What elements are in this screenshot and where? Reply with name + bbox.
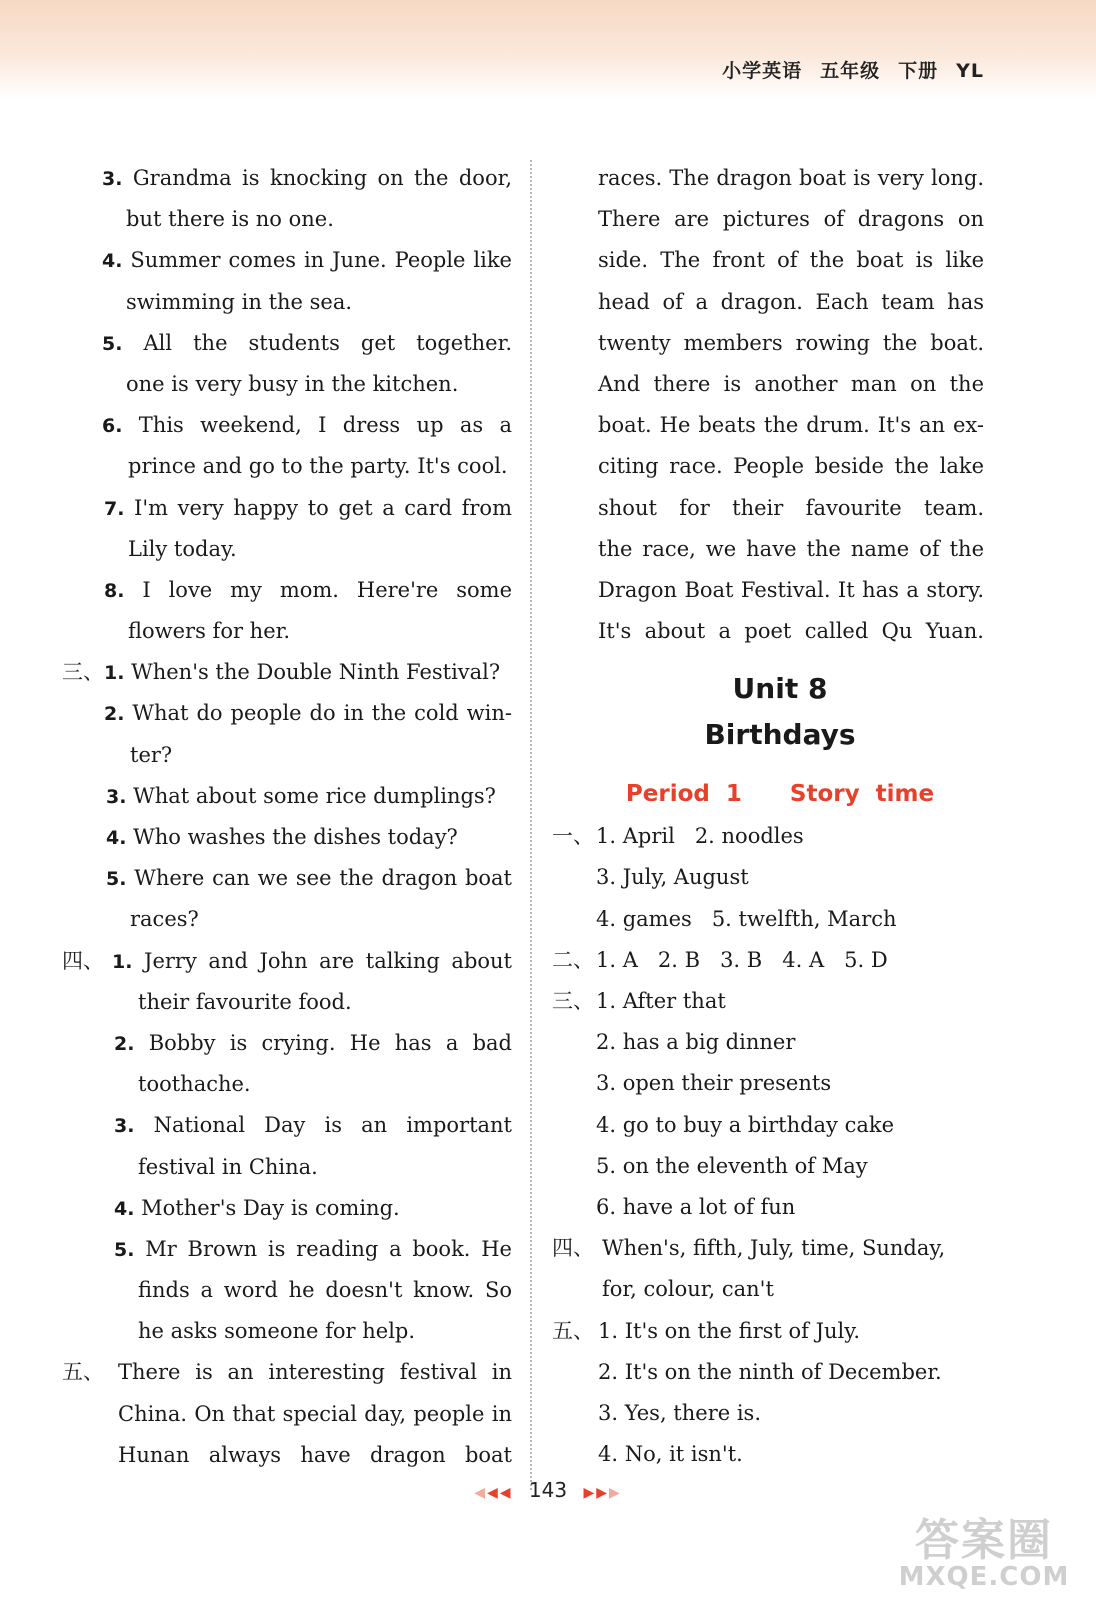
answer-line — [560, 1187, 1000, 1228]
passage-text: Dragon Boat Festival. It has a story. — [598, 577, 984, 602]
passage-text: There are pictures of dragons on — [598, 207, 984, 232]
answer-text: I'm very happy to get a card from — [134, 495, 512, 520]
page-footer — [0, 1478, 1096, 1502]
answer-text: Jerry and John are talking about — [144, 948, 512, 973]
answer-line — [62, 858, 512, 899]
answer-text: I love my mom. Here're some — [142, 577, 512, 602]
answer-line — [62, 1229, 512, 1270]
item-number: 3. — [114, 1115, 135, 1138]
period-heading — [560, 772, 1000, 816]
passage-line — [560, 364, 984, 405]
answer-line — [62, 735, 532, 776]
edition-label: YL — [956, 60, 984, 82]
answer-text: their favourite food. — [138, 989, 352, 1014]
answer-line — [560, 1146, 1000, 1187]
answer-line — [62, 364, 532, 405]
answer-text: 6. have a lot of fun — [596, 1194, 796, 1219]
section-mark: 一、 — [552, 824, 594, 849]
answer-text: 4. No, it isn't. — [598, 1442, 743, 1467]
passage-text: boat. He beats the drum. It's an ex- — [598, 413, 984, 438]
item-number: 1. — [104, 662, 125, 685]
answer-line — [62, 405, 512, 446]
page-number: 143 — [528, 1478, 568, 1502]
passage-line — [560, 529, 984, 570]
answer-line — [62, 240, 512, 281]
prev-arrow-icon: ◀◀ — [487, 1485, 513, 1501]
answer-line — [62, 158, 512, 199]
answer-text: There is an interesting festival in — [118, 1360, 512, 1385]
answer-text: prince and go to the party. It's cool. — [128, 454, 508, 479]
answer-line — [560, 1352, 1000, 1393]
answer-line — [62, 941, 512, 982]
answer-line — [552, 940, 1000, 981]
answer-line — [62, 982, 532, 1023]
header-band — [0, 0, 1096, 100]
answer-line — [552, 1228, 1000, 1269]
answer-line — [62, 1270, 512, 1311]
answer-line — [62, 1188, 532, 1229]
answer-text: China. On that special day, people in — [118, 1401, 512, 1426]
answer-line — [62, 323, 512, 364]
answer-list — [552, 816, 1000, 1475]
item-number: 3. — [106, 785, 127, 808]
answer-text: he asks someone for help. — [138, 1319, 416, 1344]
answer-line — [62, 282, 532, 323]
answer-line — [62, 1435, 512, 1476]
passage-text: head of a dragon. Each team has — [598, 289, 984, 314]
answer-line — [62, 652, 532, 693]
item-number: 4. — [102, 250, 123, 273]
answer-line — [62, 1105, 512, 1146]
answer-text: What do people do in the cold win- — [132, 701, 512, 726]
answer-line — [552, 981, 1000, 1022]
left-column — [62, 158, 512, 1476]
item-number: 8. — [104, 579, 125, 602]
section-mark: 二、 — [552, 947, 594, 972]
answer-text: 1. April 2. noodles — [596, 824, 804, 849]
item-number: 5. — [114, 1238, 135, 1261]
passage-line — [560, 323, 984, 364]
answer-text: flowers for her. — [128, 619, 291, 644]
answer-text: one is very busy in the kitchen. — [126, 371, 459, 396]
answer-line — [62, 446, 532, 487]
answer-line — [62, 1147, 532, 1188]
answer-text: When's, fifth, July, time, Sunday, — [602, 1236, 946, 1261]
passage-text: shout for their favourite team. — [598, 495, 984, 520]
answer-text: 5. on the eleventh of May — [596, 1153, 868, 1178]
answer-text: When's the Double Ninth Festival? — [131, 660, 501, 685]
unit-name: Birthdays — [704, 718, 856, 752]
answer-text: Grandma is knocking on the door, — [132, 166, 512, 190]
answer-text: What about some rice dumplings? — [133, 783, 496, 808]
passage-text: races. The dragon boat is very long. — [598, 166, 984, 190]
answer-text: 1. After that — [596, 989, 726, 1013]
item-number: 4. — [106, 827, 127, 849]
passage-line — [560, 240, 984, 281]
answer-line — [62, 488, 512, 529]
answer-line — [62, 199, 532, 240]
answer-text: Hunan always have dragon boat — [118, 1442, 512, 1467]
passage-text: twenty members rowing the boat. — [598, 330, 984, 355]
answer-line — [62, 1394, 512, 1435]
answer-text: 2. It's on the ninth of December. — [598, 1359, 942, 1384]
passage-line — [560, 282, 984, 323]
answer-text: All the students get together. — [143, 330, 512, 355]
answer-line — [62, 529, 532, 570]
item-number: 2. — [104, 703, 125, 726]
next-arrow-icon: ▶▶ — [583, 1485, 609, 1501]
watermark-bottom: MXQE.COM — [898, 1562, 1070, 1592]
section-mark: 五、 — [62, 1360, 104, 1385]
section-mark: 四、 — [62, 948, 104, 973]
passage-text: side. The front of the boat is like — [598, 248, 984, 273]
answer-text: swimming in the sea. — [126, 289, 353, 314]
passage-line — [560, 570, 984, 611]
answer-text: 1. A 2. B 3. B 4. A 5. D — [596, 947, 888, 972]
item-number: 4. — [114, 1197, 135, 1220]
passage-text: It's about a poet called Qu Yuan. — [598, 619, 984, 644]
answer-text: Who washes the dishes today? — [133, 825, 458, 849]
section-label: Story time — [789, 781, 935, 808]
next-arrow-light-icon: ▶ — [609, 1485, 622, 1501]
right-column — [552, 158, 1000, 1475]
answer-line — [560, 1269, 1000, 1310]
passage-line — [560, 405, 984, 446]
answer-text: ter? — [130, 742, 173, 767]
item-number: 7. — [104, 497, 125, 520]
answer-line — [62, 1064, 532, 1105]
item-number: 5. — [106, 868, 127, 891]
answer-line — [560, 1434, 1000, 1475]
section-mark: 三、 — [552, 989, 594, 1013]
answer-text: Bobby is crying. He has a bad — [148, 1030, 512, 1055]
watermark-logo — [894, 1504, 1074, 1594]
answer-line — [552, 816, 1000, 857]
answer-text: finds a word he doesn't know. So — [138, 1278, 512, 1303]
period-label: Period 1 — [625, 781, 742, 808]
answer-text: festival in China. — [138, 1154, 318, 1179]
answer-line — [560, 857, 1000, 898]
watermark-top: 答案圈 — [915, 1515, 1053, 1566]
answer-text: 1. It's on the first of July. — [598, 1318, 861, 1343]
item-number: 2. — [114, 1032, 135, 1055]
prev-arrow-light-icon: ◀ — [474, 1485, 487, 1501]
section-mark: 四、 — [552, 1236, 594, 1261]
item-number: 3. — [102, 168, 123, 190]
answer-text: National Day is an important — [153, 1113, 512, 1138]
answer-text: 3. Yes, there is. — [598, 1400, 762, 1425]
item-number: 5. — [102, 332, 123, 355]
passage-line — [560, 199, 984, 240]
answer-line — [62, 1023, 512, 1064]
book-info — [704, 56, 984, 83]
subject-label: 小学英语 — [722, 60, 803, 82]
answer-line — [62, 1311, 532, 1352]
passage-line — [560, 446, 984, 487]
answer-text: Mother's Day is coming. — [141, 1195, 400, 1220]
item-number: 1. — [112, 950, 133, 973]
answer-line — [560, 1105, 1000, 1146]
answer-text: but there is no one. — [126, 207, 334, 232]
answer-line — [62, 693, 512, 734]
section-mark: 三、 — [62, 660, 104, 685]
unit-heading — [560, 666, 1000, 758]
answer-text: 2. has a big dinner — [596, 1030, 796, 1055]
answer-text: Summer comes in June. People like — [130, 248, 512, 273]
passage-continuation — [560, 158, 1000, 652]
passage-text: the race, we have the name of the — [598, 536, 984, 561]
volume-label: 下册 — [898, 60, 939, 82]
answer-line — [62, 817, 532, 858]
answer-line — [560, 1393, 1000, 1434]
passage-text: And there is another man on the — [598, 371, 984, 396]
answer-text: for, colour, can't — [602, 1277, 774, 1302]
answer-text: Where can we see the dragon boat — [134, 866, 512, 891]
answer-text: toothache. — [138, 1072, 251, 1097]
answer-text: This weekend, I dress up as a — [138, 413, 512, 438]
unit-number: Unit 8 — [732, 672, 828, 706]
passage-text: citing race. People beside the lake — [598, 454, 984, 479]
section-mark: 五、 — [552, 1318, 594, 1343]
answer-text: 4. go to buy a birthday cake — [596, 1112, 895, 1137]
answer-text: 4. games 5. twelfth, March — [596, 906, 897, 931]
answer-text: 3. July, August — [596, 865, 749, 890]
answer-text: races? — [130, 907, 199, 932]
answer-line — [62, 1352, 512, 1393]
passage-line — [560, 158, 984, 199]
item-number: 6. — [102, 415, 123, 438]
answer-line — [62, 899, 532, 940]
answer-line — [560, 899, 1000, 940]
answer-line — [560, 1063, 1000, 1104]
answer-text: Mr Brown is reading a book. He — [145, 1236, 512, 1261]
answer-text: 3. open their presents — [596, 1071, 832, 1096]
answer-line — [62, 570, 512, 611]
passage-line — [560, 488, 984, 529]
passage-line — [560, 611, 984, 652]
answer-line — [62, 611, 532, 652]
answer-text: Lily today. — [128, 536, 237, 561]
answer-line — [62, 776, 532, 817]
answer-line — [560, 1022, 1000, 1063]
grade-label: 五年级 — [820, 60, 881, 82]
answer-line — [552, 1311, 1000, 1352]
